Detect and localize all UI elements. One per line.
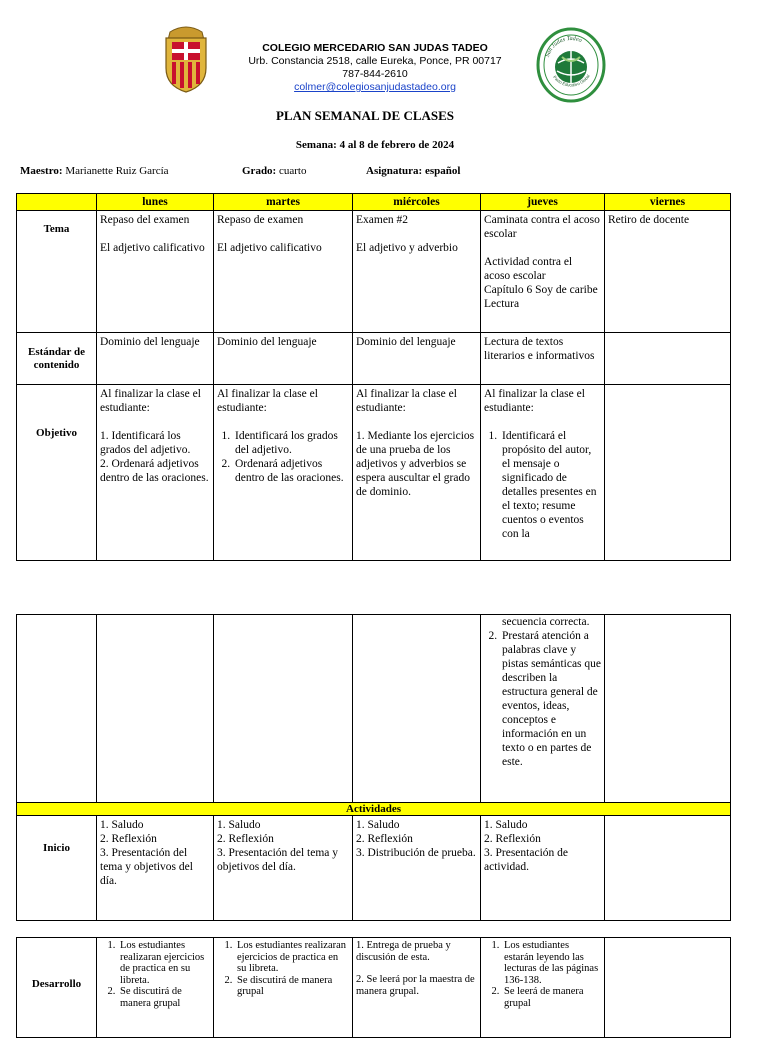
logo-bottom-text: Pacto Educativo Global: [552, 73, 591, 88]
actividades-band: Actividades: [17, 803, 731, 816]
row-label-inicio: Inicio: [17, 816, 97, 921]
table-row-objetivo-cont: [17, 615, 731, 803]
empty-cell: [97, 615, 214, 803]
cell-line: Al finalizar la clase el estudiante:: [217, 388, 318, 414]
tema-martes: [214, 211, 353, 333]
school-address: Urb. Constancia 2518, calle Eureka, Ponce, PR 00717: [248, 55, 502, 67]
subject-field: [366, 165, 460, 177]
empty-cell: [17, 615, 97, 803]
estandar-viernes: [605, 333, 731, 385]
inicio-miercoles: [353, 816, 481, 921]
day-header-jueves: jueves: [481, 194, 605, 211]
row-label-objetivo: Objetivo: [17, 385, 97, 561]
weekly-plan-table-part2: [16, 614, 731, 921]
inicio-lunes: [97, 816, 214, 921]
objetivo-viernes: [605, 385, 731, 561]
table-row-tema: [17, 211, 731, 333]
pacto-educativo-logo-icon: [536, 27, 606, 103]
cell-line: Caminata contra el acoso escolar: [484, 214, 600, 240]
desarrollo-martes: [214, 938, 353, 1038]
school-email-link[interactable]: colmer@colegiosanjudastadeo.org: [294, 81, 456, 93]
row-label-desarrollo: Desarrollo: [17, 938, 97, 1038]
list-item: 2. Se discutirá de manera grupal: [235, 975, 349, 998]
day-header-martes: martes: [214, 194, 353, 211]
empty-cell: [353, 615, 481, 803]
list-item: 1. Identificará los grados del adjetivo.: [233, 429, 349, 457]
tema-lunes: [97, 211, 214, 333]
estandar-miercoles: Dominio del lenguaje: [353, 333, 481, 385]
list-item: 2. Se leerá de manera grupal: [502, 986, 601, 1009]
cell-line: 3. Presentación del tema y objetivos del día.: [100, 847, 193, 887]
cell-line: secuencia correcta.: [502, 616, 590, 628]
desarrollo-viernes: [605, 938, 731, 1038]
table-row-inicio: [17, 816, 731, 921]
estandar-lunes: Dominio del lenguaje: [97, 333, 214, 385]
logo-top-text: San Judas Tadeo: [544, 35, 583, 58]
list-item: 2. Ordenará adjetivos dentro de las oraciones.: [233, 457, 349, 485]
coat-of-arms-icon: [160, 22, 212, 94]
inicio-jueves: [481, 816, 605, 921]
school-header: [220, 42, 530, 94]
cell-line: Repaso del examen: [100, 214, 190, 226]
cell-line: 3. Distribución de prueba.: [356, 847, 476, 859]
cell-line: 1. Saludo: [356, 819, 400, 831]
school-phone: 787-844-2610: [342, 68, 408, 80]
school-name: COLEGIO MERCEDARIO SAN JUDAS TADEO: [262, 42, 488, 54]
list-item: 2. Se discutirá de manera grupal: [118, 986, 210, 1009]
cell-line: 1. Saludo: [217, 819, 261, 831]
day-header-miercoles: miércoles: [353, 194, 481, 211]
objetivo-jueves: [481, 385, 605, 561]
cell-line: Capítulo 6 Soy de caribe: [484, 284, 598, 296]
cell-line: 1. Entrega de prueba y discusión de esta.: [356, 940, 451, 963]
day-header-viernes: viernes: [605, 194, 731, 211]
desarrollo-lunes: [97, 938, 214, 1038]
subject-value: español: [424, 165, 461, 177]
empty-cell: [605, 615, 731, 803]
teacher-label: Maestro:: [20, 165, 63, 177]
cell-line: 2. Reflexión: [484, 833, 541, 845]
list-item: 1. Los estudiantes realizaran ejercicios de practica en su libreta.: [118, 940, 210, 986]
objetivo-martes: [214, 385, 353, 561]
cell-line: Repaso de examen: [217, 214, 304, 226]
cell-line: 1. Mediante los ejercicios de una prueba de los adjetivos y adverbios se espera auscultar el grado de dominio.: [356, 430, 475, 498]
cell-line: Retiro de docente: [608, 214, 690, 226]
cell-line: 2. Reflexión: [356, 833, 413, 845]
cell-line: 1. Saludo: [484, 819, 528, 831]
list-item: 1. Los estudiantes realizaran ejercicios de practica en su libreta.: [235, 940, 349, 975]
empty-cell: [214, 615, 353, 803]
cell-line: 2. Reflexión: [217, 833, 274, 845]
grade-label: Grado:: [242, 165, 277, 177]
tema-miercoles: [353, 211, 481, 333]
weekly-plan-table-part3: [16, 937, 731, 1038]
teacher-field: [20, 165, 169, 177]
estandar-jueves: Lectura de textos literarios e informativos: [481, 333, 605, 385]
inicio-viernes: [605, 816, 731, 921]
cell-line: 1. Identificará los grados del adjetivo.: [100, 430, 191, 456]
tema-jueves: [481, 211, 605, 333]
tema-viernes: [605, 211, 731, 333]
desarrollo-jueves: [481, 938, 605, 1038]
table-row-estandar: [17, 333, 731, 385]
cell-line: 3. Presentación del tema y objetivos del día.: [217, 847, 339, 873]
cell-line: 2. Reflexión: [100, 833, 157, 845]
grade-value: cuarto: [278, 165, 307, 177]
objetivo-lunes: [97, 385, 214, 561]
cell-line: Examen #2: [356, 214, 409, 226]
document-title: PLAN SEMANAL DE CLASES: [275, 108, 455, 123]
day-header-lunes: lunes: [97, 194, 214, 211]
inicio-martes: [214, 816, 353, 921]
cell-line: El adjetivo calificativo: [217, 242, 322, 254]
list-item: 1. Identificará el propósito del autor, el mensaje o significado de detalles presentes en el texto; resume cuentos o eventos con la: [500, 429, 601, 541]
table-row-objetivo: [17, 385, 731, 561]
cell-line: 2. Se leerá por la maestra de manera grupal.: [356, 974, 475, 997]
cell-line: Lectura: [484, 298, 520, 310]
teacher-name: Marianette Ruiz García: [65, 165, 169, 177]
cell-line: El adjetivo calificativo: [100, 242, 205, 254]
table-row-actividades: [17, 803, 731, 816]
list-item: 1. Los estudiantes estarán leyendo las lecturas de las páginas 136-138.: [502, 940, 601, 986]
cell-line: 3. Presentación de actividad.: [484, 847, 568, 873]
weekly-plan-table-part1: [16, 193, 731, 561]
row-label-estandar: Estándar de contenido: [17, 333, 97, 385]
cell-line: 2. Ordenará adjetivos dentro de las oraciones.: [100, 458, 209, 484]
week-range: Semana: 4 al 8 de febrero de 2024: [295, 139, 455, 151]
cell-line: Al finalizar la clase el estudiante:: [356, 388, 457, 414]
desarrollo-miercoles: [353, 938, 481, 1038]
subject-label: Asignatura:: [366, 165, 423, 177]
objetivo-miercoles: [353, 385, 481, 561]
cell-line: Al finalizar la clase el estudiante:: [100, 388, 201, 414]
cell-line: Actividad contra el acoso escolar: [484, 256, 573, 282]
cell-line: El adjetivo y adverbio: [356, 242, 458, 254]
list-item: 2. Prestará atención a palabras clave y pistas semánticas que describen la estructura general de eventos, ideas, conceptos e información en un texto o en partes de este.: [500, 629, 601, 769]
row-label-tema: Tema: [17, 211, 97, 333]
cell-line: 1. Saludo: [100, 819, 144, 831]
table-row-desarrollo: [17, 938, 731, 1038]
objetivo-jueves-cont: [481, 615, 605, 803]
estandar-martes: Dominio del lenguaje: [214, 333, 353, 385]
days-header-row: [17, 194, 731, 211]
grade-field: [242, 165, 306, 177]
cell-line: Al finalizar la clase el estudiante:: [484, 388, 585, 414]
corner-cell: [17, 194, 97, 211]
